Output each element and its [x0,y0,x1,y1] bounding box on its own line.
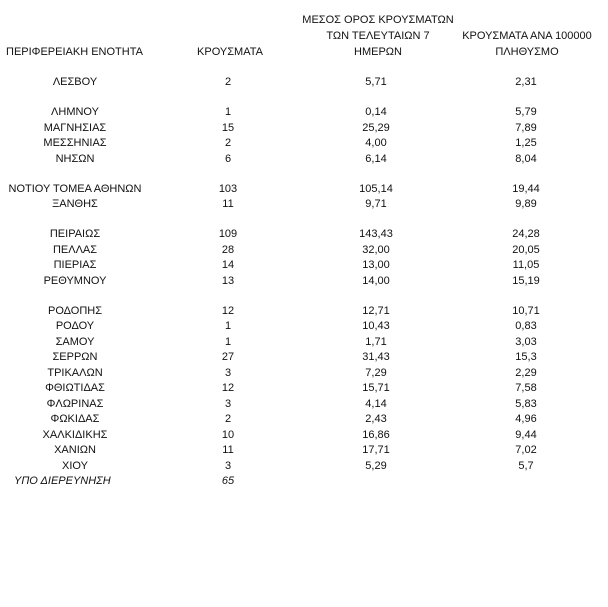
avg7-cell: 5,71 [365,76,387,88]
avg7-cell: 105,14 [359,182,393,195]
avg7-cell: 25,29 [362,121,390,134]
cases-cell: 2 [224,137,232,149]
cases-cell: 14 [221,259,235,271]
header-avg7-line1: ΜΕΣΟΣ ΟΡΟΣ ΚΡΟΥΣΜΑΤΩΝ [302,14,454,26]
region-cell: ΦΛΩΡΙΝΑΣ [46,397,104,410]
avg7-cell: 17,71 [362,444,390,456]
table-row [0,274,608,290]
region-cell: ΤΡΙΚΑΛΩΝ [47,366,103,379]
table-row [0,136,608,152]
per100k-cell: 9,44 [515,428,537,441]
avg7-cell: 143,43 [359,228,393,240]
table-row [0,258,608,274]
per100k-cell: 7,58 [515,382,537,394]
per100k-cell: 2,29 [515,366,537,379]
table-row [0,335,608,351]
table-row [0,121,608,137]
table-row [0,227,608,243]
table-row [0,152,608,168]
per100k-cell: 0,83 [515,320,537,332]
per100k-cell: 1,25 [515,137,537,149]
per100k-cell: 19,44 [512,182,540,195]
cases-cell: 103 [218,182,238,195]
per100k-cell: 4,96 [515,413,537,425]
cases-cell: 11 [222,444,234,456]
region-cell: ΦΘΙΩΤΙΔΑΣ [45,382,105,394]
header-per100k [452,28,602,60]
cases-cell: 13 [221,274,235,287]
per100k-cell: 3,03 [515,335,537,348]
avg7-cell: 5,29 [365,459,387,472]
cases-cell: 10 [221,428,235,441]
cases-cell: 27 [221,351,235,363]
header-avg7 [298,12,458,60]
avg7-cell: 0,14 [365,106,387,118]
region-cell: ΦΩΚΙΔΑΣ [50,413,100,425]
table-row [0,350,608,366]
per100k-cell: 15,19 [512,274,540,287]
avg7-cell: 14,00 [362,274,390,287]
region-cell: ΧΑΝΙΩΝ [54,444,96,456]
table-row [0,459,608,475]
table-row [0,182,608,198]
region-cell: ΣΑΜΟΥ [55,335,95,348]
cases-cell: 12 [221,382,235,394]
cases-cell: 1 [224,320,232,332]
avg7-cell: 6,14 [365,152,387,165]
per100k-cell: 8,04 [515,152,537,165]
table-row [0,75,608,91]
avg7-cell: 32,00 [362,243,390,256]
cases-cell: 3 [224,397,232,410]
table-row [0,428,608,444]
table-body [0,75,608,490]
header-avg7-line2: ΤΩΝ ΤΕΛΕΥΤΑΙΩΝ 7 [326,30,430,42]
cases-cell: 12 [221,304,235,317]
avg7-cell: 1,71 [365,335,387,348]
cases-cell: 3 [224,366,232,379]
region-cell: ΜΑΓΝΗΣΙΑΣ [43,121,107,134]
region-cell: ΞΑΝΘΗΣ [52,198,98,210]
table-row [0,366,608,382]
avg7-cell: 2,43 [365,413,387,425]
header-cases-label: ΚΡΟΥΣΜΑΤΑ [197,46,263,58]
header-region-label: ΠΕΡΙΦΕΡΕΙΑΚΗ ΕΝΟΤΗΤΑ [6,46,143,58]
table-row [0,412,608,428]
cases-cell: 1 [224,335,232,348]
avg7-cell: 12,71 [362,304,390,317]
cases-cell: 28 [221,243,235,256]
table-row [0,304,608,320]
per100k-cell: 5,83 [515,397,537,410]
region-cell: ΣΕΡΡΩΝ [52,351,98,363]
cases-cell: 2 [224,413,232,425]
region-cell: ΜΕΣΣΗΝΙΑΣ [43,137,107,149]
table-row [0,397,608,413]
cases-cell: 1 [224,106,232,118]
region-cell: ΡΕΘΥΜΝΟΥ [43,274,107,287]
per100k-cell: 20,05 [512,243,540,256]
cases-cell: 6 [224,152,232,165]
avg7-cell: 15,71 [362,382,390,394]
header-cases [190,44,270,60]
per100k-cell: 5,79 [515,106,537,118]
region-cell: ΝΟΤΙΟΥ ΤΟΜΕΑ ΑΘΗΝΩΝ [8,182,142,195]
under-investigation-label: ΥΠΟ ΔΙΕΡΕΥΝΗΣΗ [14,475,111,487]
cases-cell: 15 [221,121,235,134]
per100k-cell: 7,02 [515,444,537,456]
avg7-cell: 7,29 [365,366,387,379]
under-investigation-row [0,474,608,490]
region-cell: ΝΗΣΩΝ [55,152,95,165]
avg7-cell: 13,00 [362,259,390,271]
region-cell: ΛΕΣΒΟΥ [52,76,98,88]
per100k-cell: 5,7 [518,459,534,472]
region-cell: ΠΕΛΛΑΣ [52,243,98,256]
cases-cell: 2 [224,76,232,88]
region-cell: ΧΑΛΚΙΔΙΚΗΣ [42,428,108,441]
region-cell: ΡΟΔΟΠΗΣ [47,304,103,317]
per100k-cell: 9,89 [515,198,537,210]
per100k-cell: 15,3 [515,351,537,363]
region-cell: ΡΟΔΟΥ [55,320,95,332]
region-cell: ΠΙΕΡΙΑΣ [53,259,97,271]
cases-cell: 11 [222,198,234,210]
header-per100k-line2: ΠΛΗΘΥΣΜΟ [495,46,559,58]
per100k-cell: 7,89 [515,121,537,134]
region-cell: ΠΕΙΡΑΙΩΣ [49,228,101,240]
cases-cell: 3 [224,459,232,472]
table-row [0,381,608,397]
table-row [0,443,608,459]
cases-cell: 109 [218,228,238,240]
avg7-cell: 16,86 [362,428,390,441]
per100k-cell: 10,71 [512,304,540,317]
header-avg7-line3: ΗΜΕΡΩΝ [354,46,402,58]
avg7-cell: 9,71 [365,198,387,210]
header-per100k-line1: ΚΡΟΥΣΜΑΤΑ ΑΝΑ 100000 [462,30,592,42]
avg7-cell: 31,43 [362,351,390,363]
under-investigation-cases: 65 [221,475,235,487]
avg7-cell: 4,00 [365,137,387,149]
region-cell: ΛΗΜΝΟΥ [51,106,99,118]
avg7-cell: 4,14 [365,397,387,410]
table-row [0,105,608,121]
table-row [0,319,608,335]
header-region [6,44,166,60]
per100k-cell: 24,28 [512,228,540,240]
table-row [0,197,608,213]
region-cell: ΧΙΟΥ [62,459,88,472]
table-row [0,243,608,259]
per100k-cell: 2,31 [515,76,537,88]
per100k-cell: 11,05 [512,259,540,271]
avg7-cell: 10,43 [362,320,390,332]
